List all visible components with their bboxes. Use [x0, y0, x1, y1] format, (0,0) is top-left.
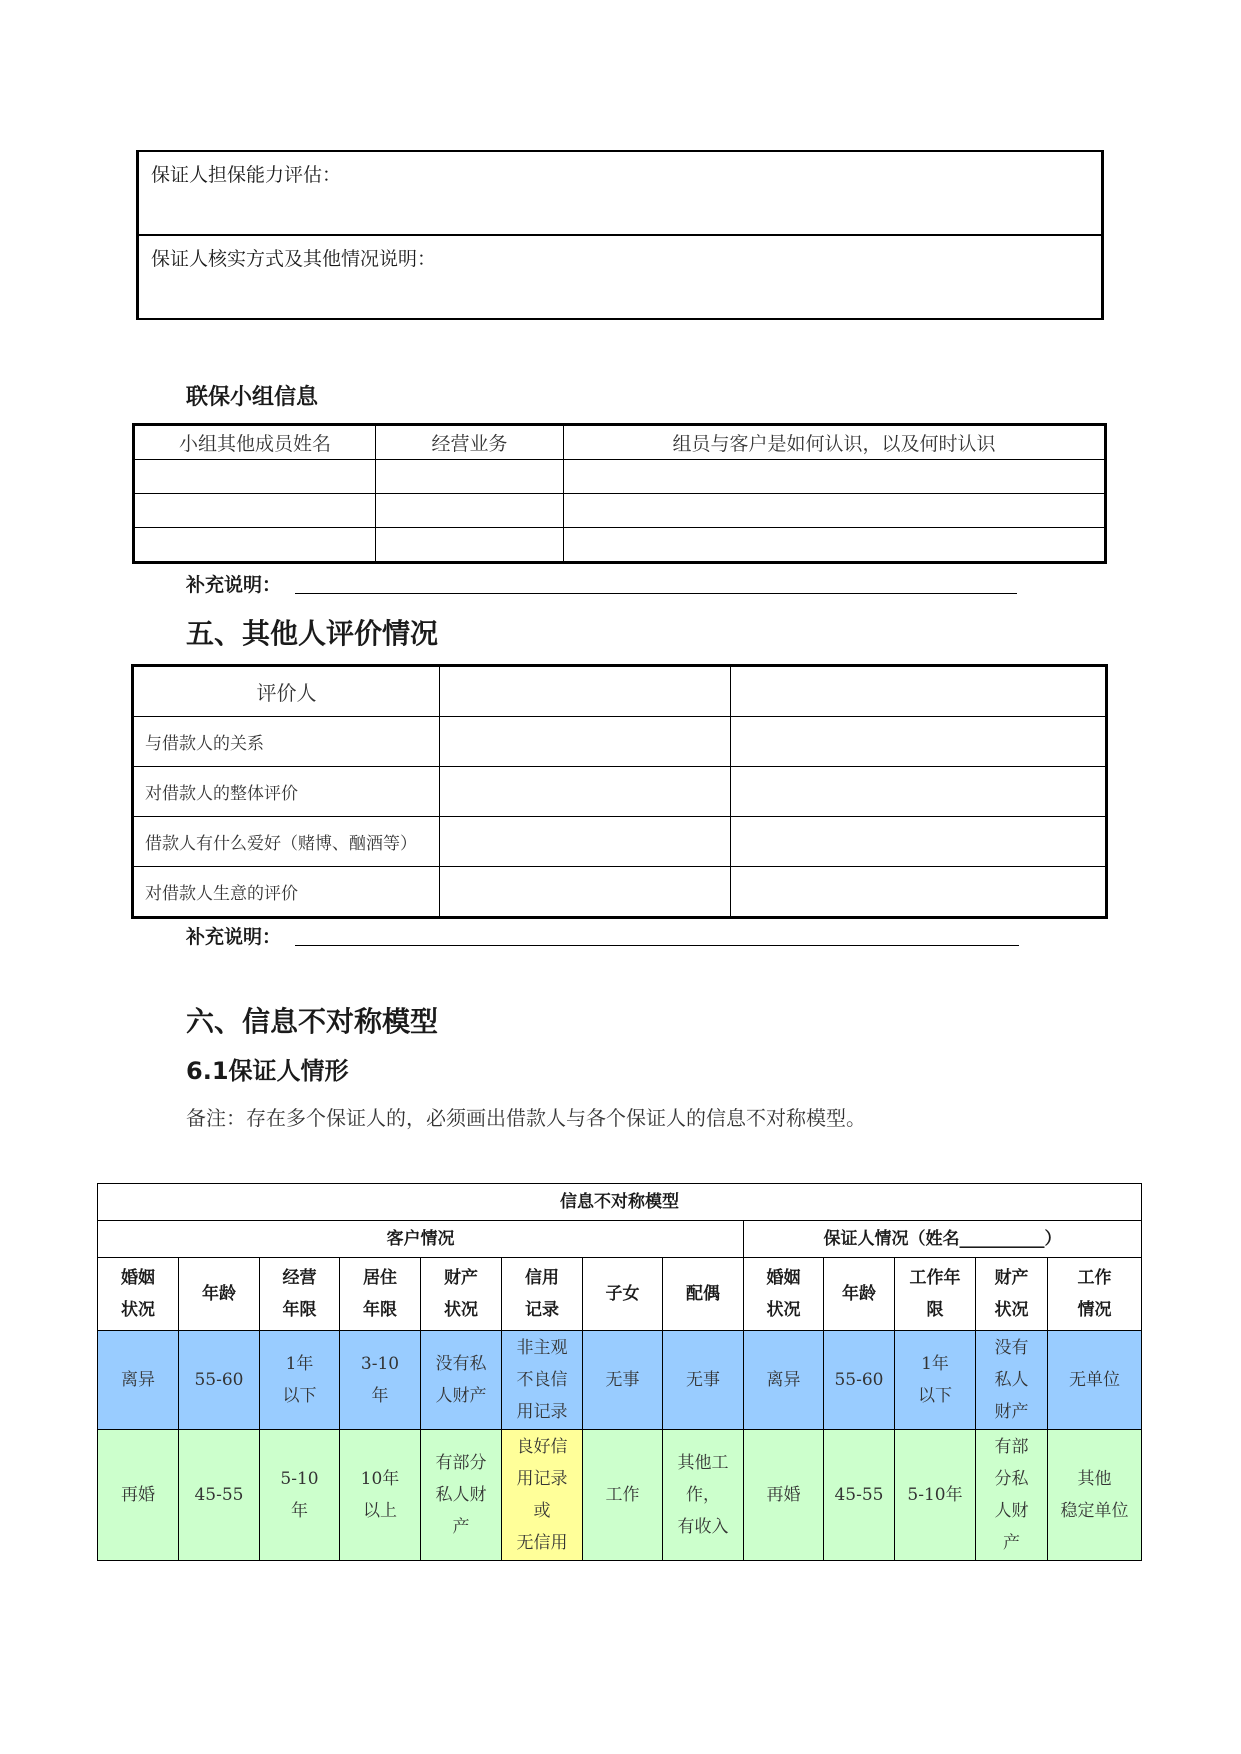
row-blue-cell: 1年 以下 [895, 1331, 976, 1430]
section6-title: 六、信息不对称模型 [186, 1005, 439, 1038]
row-blue-cell: 离异 [744, 1331, 824, 1430]
relation-label: 与借款人的关系 [133, 717, 440, 767]
headers-cell: 婚姻 状况 [98, 1258, 179, 1331]
row-green-cell: 工作 [583, 1430, 663, 1561]
guarantor-group-header: 保证人情况（姓名__________） [744, 1221, 1142, 1258]
guarantor-verify-label: 保证人核实方式及其他情况说明： [151, 248, 437, 270]
group-header-relation: 组员与客户是如何认识，以及何时认识 [564, 425, 1106, 460]
row-blue-cell: 无单位 [1048, 1331, 1142, 1430]
row-green-cell: 10年 以上 [340, 1430, 421, 1561]
guarantor-box [136, 150, 1104, 320]
evaluator-header: 评价人 [133, 666, 440, 717]
headers-cell: 婚姻 状况 [744, 1258, 824, 1331]
row-blue-cell: 1年 以下 [260, 1331, 340, 1430]
row-blue-cell: 55-60 [179, 1331, 260, 1430]
table-row [98, 1430, 1142, 1561]
table-row [134, 494, 1106, 528]
headers-cell: 工作 情况 [1048, 1258, 1142, 1331]
business-evaluation-label: 对借款人生意的评价 [133, 867, 440, 918]
group-header-name: 小组其他成员姓名 [134, 425, 376, 460]
row-blue-cell: 3-10 年 [340, 1331, 421, 1430]
row-green-cell: 其他 稳定单位 [1048, 1430, 1142, 1561]
model-title: 信息不对称模型 [98, 1184, 1142, 1221]
table-row [133, 767, 1107, 817]
row-blue-cell: 55-60 [824, 1331, 895, 1430]
row-blue-cell: 非主观 不良信 用记录 [502, 1331, 583, 1430]
table-row [98, 1331, 1142, 1430]
table-row [133, 817, 1107, 867]
group-header-row [134, 425, 1106, 460]
row-blue-cell: 离异 [98, 1331, 179, 1430]
row-green-cell: 5-10年 [895, 1430, 976, 1561]
row-green-cell: 良好信 用记录 或 无信用 [502, 1430, 583, 1561]
row-green-cell: 再婚 [744, 1430, 824, 1561]
model-title-row [98, 1184, 1142, 1221]
headers-cell: 年龄 [179, 1258, 260, 1331]
headers-cell: 经营 年限 [260, 1258, 340, 1331]
headers-cell: 年龄 [824, 1258, 895, 1331]
hobby-label: 借款人有什么爱好（赌博、酗酒等） [133, 817, 440, 867]
section5-title: 五、其他人评价情况 [186, 617, 439, 650]
row-blue-cell: 无事 [583, 1331, 663, 1430]
guarantor-verify-cell [138, 235, 1103, 319]
table-row [134, 460, 1106, 494]
headers-cell: 配偶 [663, 1258, 744, 1331]
headers-cell: 子女 [583, 1258, 663, 1331]
customer-group-header: 客户情况 [98, 1221, 744, 1258]
row-green-cell: 其他工 作， 有收入 [663, 1430, 744, 1561]
row-blue-cell: 没有 私人 财产 [976, 1331, 1048, 1430]
group-table [132, 423, 1107, 564]
headers-cell: 信用 记录 [502, 1258, 583, 1331]
row-green-cell: 5-10 年 [260, 1430, 340, 1561]
section6-subtitle: 6.1保证人情形 [186, 1057, 349, 1085]
row-green-cell: 45-55 [179, 1430, 260, 1561]
table-row [134, 528, 1106, 563]
group-header-business: 经营业务 [376, 425, 564, 460]
row-blue-cell: 没有私 人财产 [421, 1331, 502, 1430]
guarantor-ability-label: 保证人担保能力评估： [151, 164, 342, 186]
model-group-row [98, 1221, 1142, 1258]
headers-cell: 居住 年限 [340, 1258, 421, 1331]
evaluator-table [131, 664, 1108, 919]
row-green-cell: 有部分 私人财 产 [421, 1430, 502, 1561]
section6-note: 备注：存在多个保证人的，必须画出借款人与各个保证人的信息不对称模型。 [186, 1106, 866, 1130]
row-blue-cell: 无事 [663, 1331, 744, 1430]
headers-cell: 工作年 限 [895, 1258, 976, 1331]
group-title: 联保小组信息 [186, 385, 319, 410]
row-green-cell: 有部 分私 人财 产 [976, 1430, 1048, 1561]
eval-supplement-line [295, 945, 1019, 946]
table-row [133, 717, 1107, 767]
group-supplement-line [295, 593, 1017, 594]
asymmetry-model-table [97, 1183, 1142, 1561]
row-green-cell: 再婚 [98, 1430, 179, 1561]
row-green-cell: 45-55 [824, 1430, 895, 1561]
headers-cell: 财产 状况 [976, 1258, 1048, 1331]
guarantor-ability-cell [138, 151, 1103, 235]
model-header-row [98, 1258, 1142, 1331]
eval-supplement-label: 补充说明： [186, 926, 282, 948]
table-row [133, 867, 1107, 918]
table-row [133, 666, 1107, 717]
headers-cell: 财产 状况 [421, 1258, 502, 1331]
group-supplement-label: 补充说明： [186, 574, 282, 596]
overall-evaluation-label: 对借款人的整体评价 [133, 767, 440, 817]
